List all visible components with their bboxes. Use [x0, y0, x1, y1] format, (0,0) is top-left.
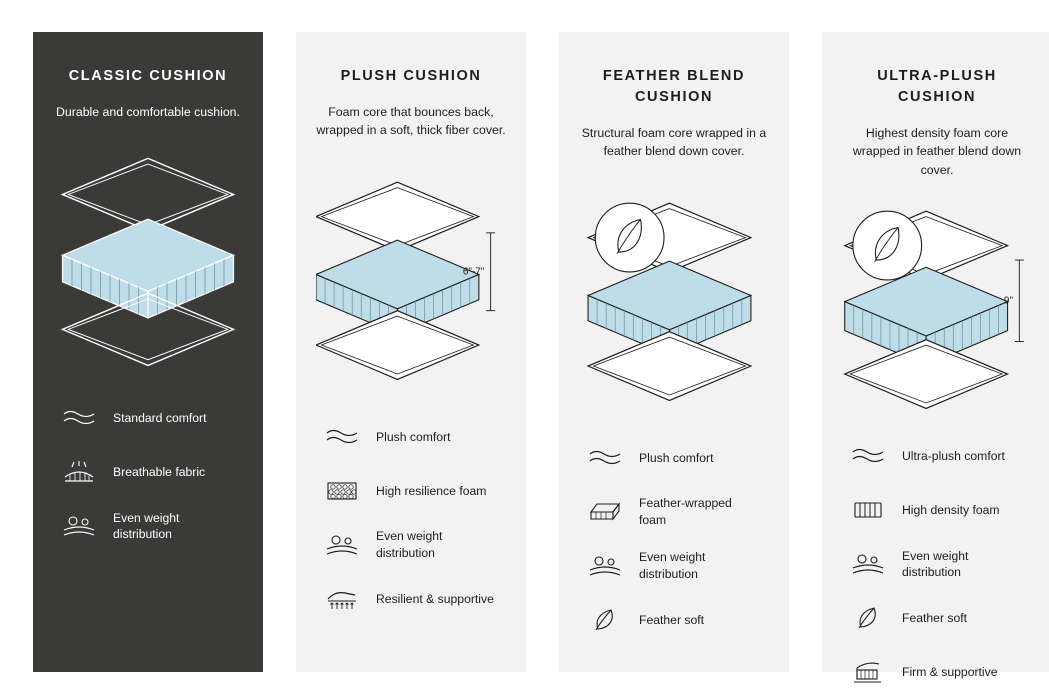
wave-comfort-icon: [322, 422, 362, 452]
wave-comfort-icon: [585, 443, 625, 473]
feature-label: Even weight distribution: [113, 510, 180, 542]
card-description: Durable and comfortable cushion.: [56, 105, 240, 120]
feature-label: Ultra-plush comfort: [902, 449, 1005, 464]
even-weight-icon: [59, 511, 99, 541]
feature-list: [53, 391, 243, 553]
feature-label: Even weight distribution: [902, 548, 969, 580]
dimension-label: 6"-7": [462, 266, 485, 278]
cushion-illustration: [579, 175, 769, 425]
feature-label: Feather soft: [639, 612, 705, 627]
feature-label: Plush comfort: [639, 450, 714, 465]
even-weight-icon: [585, 551, 625, 581]
card-classic-cushion: [33, 32, 263, 672]
feature-item: [316, 464, 506, 518]
feature-label: Even weight distribution: [376, 529, 443, 560]
feature-label: Feather soft: [902, 611, 968, 626]
feature-item: [842, 591, 1032, 645]
feature-list: [579, 431, 769, 647]
leaf-icon: [585, 605, 625, 635]
feature-label: Resilient & supportive: [376, 591, 494, 606]
leaf-icon: [848, 603, 888, 633]
feature-item: [53, 499, 243, 553]
feature-item: [53, 391, 243, 445]
card-feather-blend-cushion: [559, 32, 789, 672]
feature-label: High resilience foam: [376, 483, 487, 498]
breathable-fabric-icon: [59, 457, 99, 487]
exploded-cushion-diagram: [579, 185, 769, 415]
feature-item: [842, 537, 1032, 591]
wave-comfort-icon: [848, 441, 888, 471]
feature-item: [579, 431, 769, 485]
feature-item: [842, 483, 1032, 537]
cushion-illustration: [842, 193, 1032, 423]
feature-item: [842, 429, 1032, 483]
feature-label: Plush comfort: [376, 429, 451, 444]
feature-label: Firm & supportive: [902, 665, 998, 680]
high-density-foam-icon: [848, 495, 888, 525]
feature-item: [316, 410, 506, 464]
card-title: FEATHER BLEND CUSHION: [602, 68, 746, 106]
honeycomb-foam-icon: [322, 476, 362, 506]
feature-label: Feather-wrapped foam: [639, 496, 732, 527]
dimension-label: 9": [1003, 295, 1013, 307]
card-description: Foam core that bounces back, wrapped in a soft, thick fiber cover.: [316, 105, 506, 138]
even-weight-icon: [848, 549, 888, 579]
feature-item: [579, 593, 769, 647]
feature-item: [316, 518, 506, 572]
firm-support-icon: [848, 657, 888, 687]
feature-label: High density foam: [902, 503, 1000, 518]
card-title: PLUSH CUSHION: [340, 68, 482, 84]
feather-wrapped-foam-icon: [585, 497, 625, 527]
card-description: Structural foam core wrapped in a feather blend down cover.: [581, 126, 767, 159]
feature-list: [316, 410, 506, 626]
feature-label: Breathable fabric: [113, 465, 206, 480]
resilient-support-icon: [322, 584, 362, 614]
exploded-cushion-diagram: [842, 193, 1032, 423]
feature-item: [579, 485, 769, 539]
feature-item: [316, 572, 506, 626]
leaf-badge: [853, 212, 922, 281]
feature-list: [842, 429, 1032, 699]
feature-item: [53, 445, 243, 499]
cushion-illustration: [316, 154, 506, 404]
exploded-cushion-diagram: [316, 164, 506, 394]
card-plush-cushion: [296, 32, 526, 672]
feature-label: Even weight distribution: [639, 550, 706, 581]
wave-comfort-icon: [59, 403, 99, 433]
card-title: ULTRA-PLUSH CUSHION: [877, 68, 997, 106]
cushion-illustration: [53, 135, 243, 385]
leaf-badge: [595, 203, 664, 272]
feature-item: [579, 539, 769, 593]
feature-label: Standard comfort: [113, 411, 207, 426]
card-description: Highest density foam core wrapped in feather blend down cover.: [852, 126, 1022, 177]
feature-item: [842, 645, 1032, 699]
card-title: CLASSIC CUSHION: [68, 68, 228, 84]
even-weight-icon: [322, 530, 362, 560]
card-ultra-plush-cushion: [822, 32, 1049, 680]
exploded-cushion-diagram-dark: [53, 145, 243, 375]
